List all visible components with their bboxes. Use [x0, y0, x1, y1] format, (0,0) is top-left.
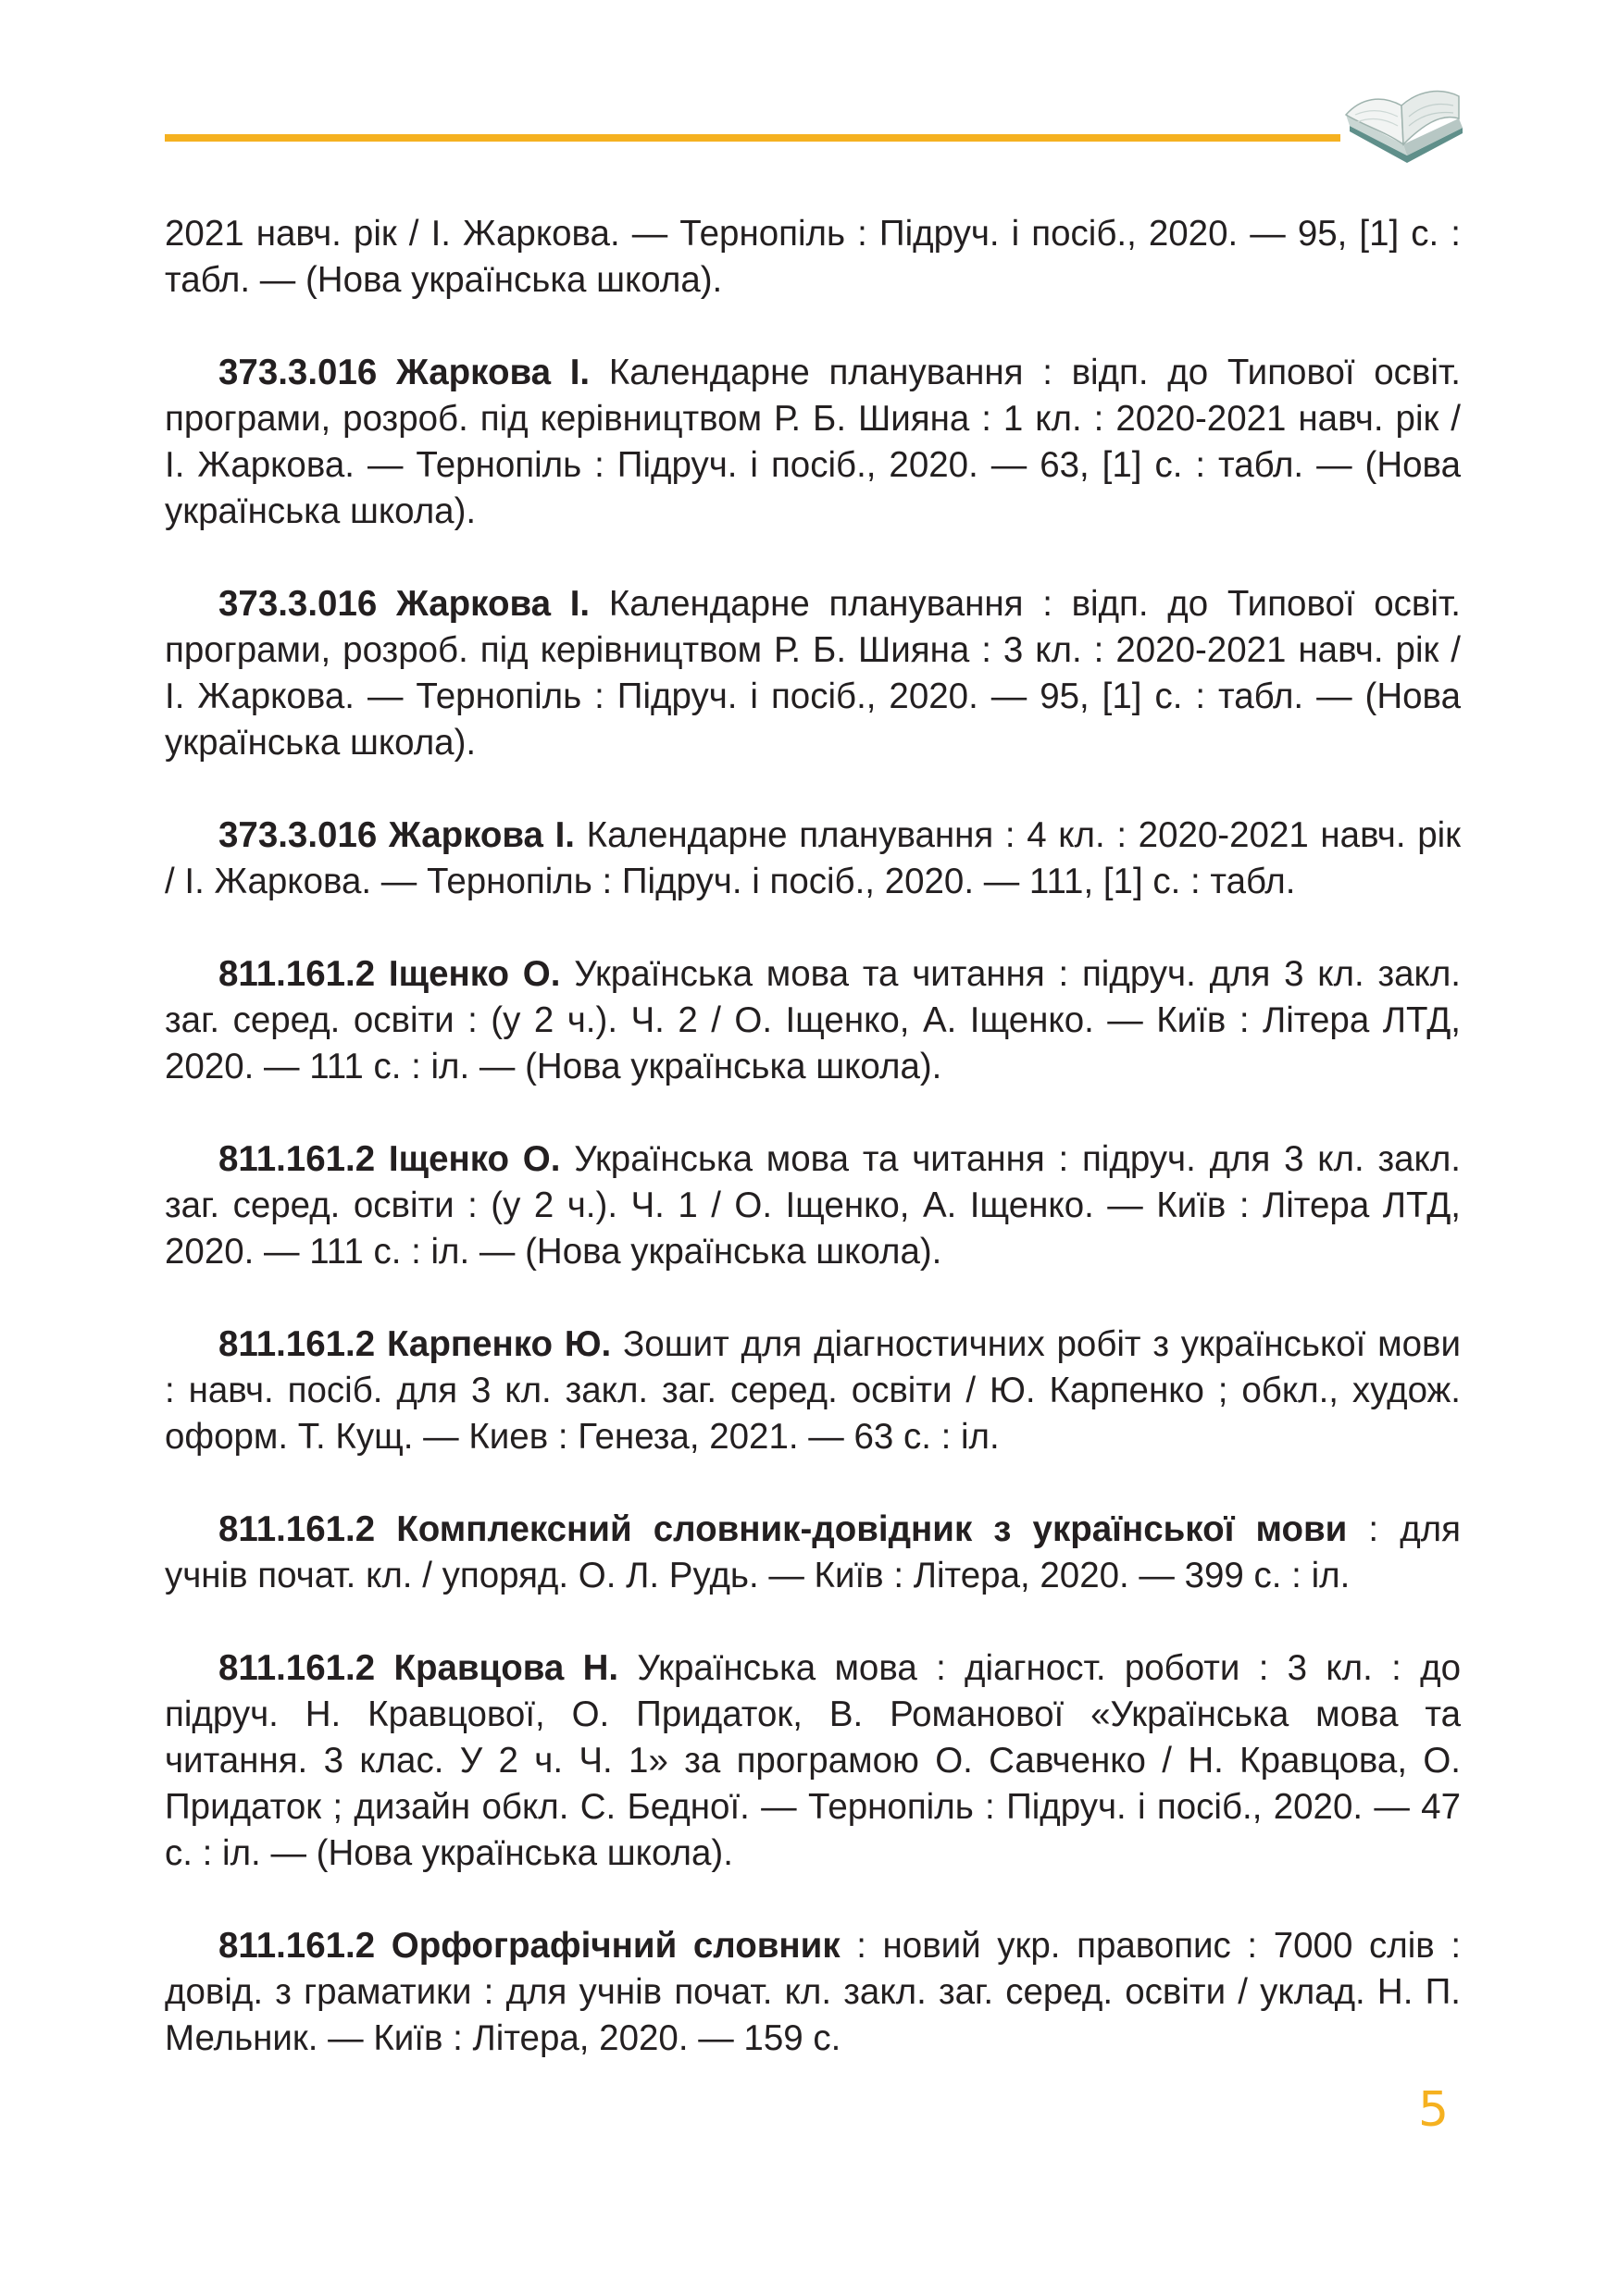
bibliography-entry [165, 350, 1461, 535]
entry-author: Жаркова І. [395, 353, 591, 392]
entry-text: Українська мова : діагност. роботи : 3 кл. : до підруч. Н. Кравцової, О. Придаток, В. Романової «Українська мова та читання. 3 клас. У 2 ч. Ч. 1» за програмою О. Савченко / Н. Кравцова, О. Придаток ; дизайн обкл. С. Бедної. — Тернопіль : Підруч. і посіб., 2020. — 47 с. : іл. — (Нова українська школа). [165, 1648, 1461, 1873]
entry-text: : для учнів почат. кл. / упоряд. О. Л. Рудь. — Київ : Літера, 2020. — 399 с. : іл. [165, 1509, 1461, 1595]
entry-code: 373.3.016 [218, 584, 378, 624]
bibliography-entry [165, 813, 1461, 905]
bibliography-entry [165, 1923, 1461, 2062]
bibliography-entry [165, 581, 1461, 766]
bibliography-entry [165, 211, 1461, 304]
entry-author: Жаркова І. [395, 584, 591, 624]
entry-author: Карпенко Ю. [386, 1324, 612, 1364]
entry-code: 811.161.2 [218, 1926, 376, 1966]
entry-text: Українська мова та читання : підруч. для 3 кл. закл. заг. серед. освіти : (у 2 ч.). Ч. 1 / О. Іщенко, А. Іщенко. — Київ : Літера ЛТД, 2020. — 111 с. : іл. — (Нова українська школа). [165, 1139, 1461, 1272]
entry-text: Українська мова та читання : підруч. для 3 кл. закл. заг. серед. освіти : (у 2 ч.). Ч. 2 / О. Іщенко, А. Іщенко. — Київ : Літера ЛТД, 2020. — 111 с. : іл. — (Нова українська школа). [165, 954, 1461, 1086]
bibliography-entry [165, 1322, 1461, 1460]
page-number: 5 [1418, 2082, 1450, 2138]
entry-code: 373.3.016 [218, 815, 378, 855]
entry-author: Іщенко О. [388, 1139, 561, 1179]
entry-code: 811.161.2 [218, 1648, 376, 1688]
bibliography-entry [165, 1507, 1461, 1599]
entry-author: Кравцова Н. [393, 1648, 619, 1688]
entry-code: 811.161.2 [218, 1139, 376, 1179]
bibliography-entry [165, 1645, 1461, 1877]
entry-text: Зошит для діагностичних робіт з української мови : навч. посіб. для 3 кл. закл. заг. серед. освіти / Ю. Карпенко ; обкл., худож. оформ. Т. Кущ. — Киев : Генеза, 2021. — 63 с. : іл. [165, 1324, 1461, 1457]
entry-text: Календарне планування : відп. до Типової освіт. програми, розроб. під керівництвом Р. Б. Шияна : 3 кл. : 2020-2021 навч. рік / І. Жаркова. — Тернопіль : Підруч. і посіб., 2020. — 95, [1] с. : табл. — (Нова українська школа). [165, 584, 1462, 763]
entry-text: 2021 навч. рік / І. Жаркова. — Тернопіль : Підруч. і посіб., 2020. — 95, [1] с. : табл. — (Нова українська школа). [165, 214, 1461, 300]
entry-text: : новий укр. правопис : 7000 слів : довід. з граматики : для учнів почат. кл. закл. заг. серед. освіти / уклад. Н. П. Мельник. — Київ : Літера, 2020. — 159 с. [165, 1926, 1462, 2058]
entry-author: Орфографічний словник [391, 1926, 841, 1966]
entry-text: Календарне планування : 4 кл. : 2020-2021 навч. рік / І. Жаркова. — Тернопіль : Підруч. і посіб., 2020. — 111, [1] с. : табл. [165, 815, 1461, 901]
open-book-icon [1333, 72, 1472, 165]
entry-author: Іщенко О. [388, 954, 561, 994]
entry-text: Календарне планування : відп. до Типової освіт. програми, розроб. під керівництвом Р. Б. Шияна : 1 кл. : 2020-2021 навч. рік / І. Жаркова. — Тернопіль : Підруч. і посіб., 2020. — 63, [1] с. : табл. — (Нова українська школа). [165, 353, 1462, 531]
entry-code: 811.161.2 [218, 1324, 376, 1364]
bibliography-entry [165, 951, 1461, 1090]
bibliography-entry [165, 1136, 1461, 1275]
entry-author: Комплексний словник-довідник з української мови [396, 1509, 1348, 1549]
entry-code: 373.3.016 [218, 353, 378, 392]
entry-code: 811.161.2 [218, 954, 376, 994]
entry-author: Жаркова І. [388, 815, 575, 855]
bibliography-list [165, 211, 1461, 2108]
entry-code: 811.161.2 [218, 1509, 376, 1549]
header-rule [165, 134, 1340, 142]
